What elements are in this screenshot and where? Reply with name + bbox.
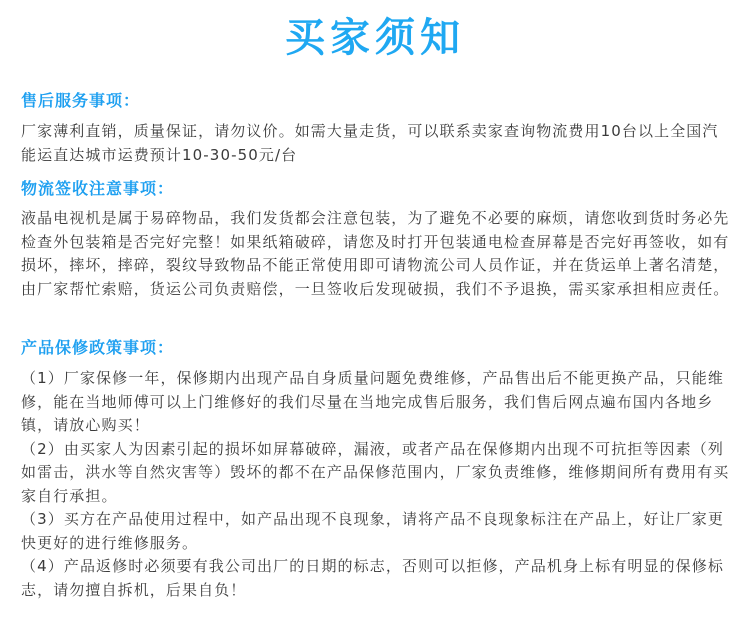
warranty-heading: 产品保修政策事项：	[21, 338, 175, 357]
logistics-heading: 物流签收注意事项：	[21, 179, 175, 198]
warranty-paragraph-2: （2）由买家人为因素引起的损坏如屏幕破碎，漏液，或者产品在保修期内出现不可抗拒等因素（列如雷击，洪水等自然灾害等）毁坏的都不在产品保修范围内，厂家负责维修，维修期间所有费用有买家自行承担。	[21, 439, 730, 505]
after-sales-paragraph: 厂家薄利直销，质量保证，请勿议价。如需大量走货，可以联系卖家查询物流费用10台以上全国汽能运直达城市运费预计10-30-50元/台	[21, 122, 719, 164]
logistics-paragraph: 液晶电视机是属于易碎物品，我们发货都会注意包装，为了避免不必要的麻烦，请您收到货时务必先检查外包装箱是否完好完整！如果纸箱破碎，请您及时打开包装通电检查屏幕是否完好再签收，如有损坏，摔坏，摔碎，裂纹导致物品不能正常使用即可请物流公司人员作证，并在货运单上著名清楚，由厂家帮忙索赔，货运公司负责赔偿，一旦签收后发现破损，我们不予退换，需买家承担相应责任。	[21, 209, 730, 298]
after-sales-heading: 售后服务事项：	[21, 91, 141, 110]
page-title: 买家须知	[285, 15, 465, 61]
logistics-body	[21, 207, 733, 301]
warranty-paragraph-3: （3）买方在产品使用过程中，如产品出现不良现象，请将产品不良现象标注在产品上，好让厂家更快更好的进行维修服务。	[21, 510, 724, 552]
after-sales-body	[21, 120, 733, 167]
warranty-body	[21, 367, 733, 602]
warranty-paragraph-4: （4）产品返修时必须要有我公司出厂的日期的标志，否则可以拒修，产品机身上标有明显的保修标志，请勿擅自拆机，后果自负！	[21, 557, 724, 599]
warranty-paragraph-1: （1）厂家保修一年，保修期内出现产品自身质量问题免费维修，产品售出后不能更换产品，只能维修，能在当地师傅可以上门维修好的我们尽量在当地完成售后服务，我们售后网点遍布国内各地乡镇，请放心购买！	[21, 369, 724, 434]
